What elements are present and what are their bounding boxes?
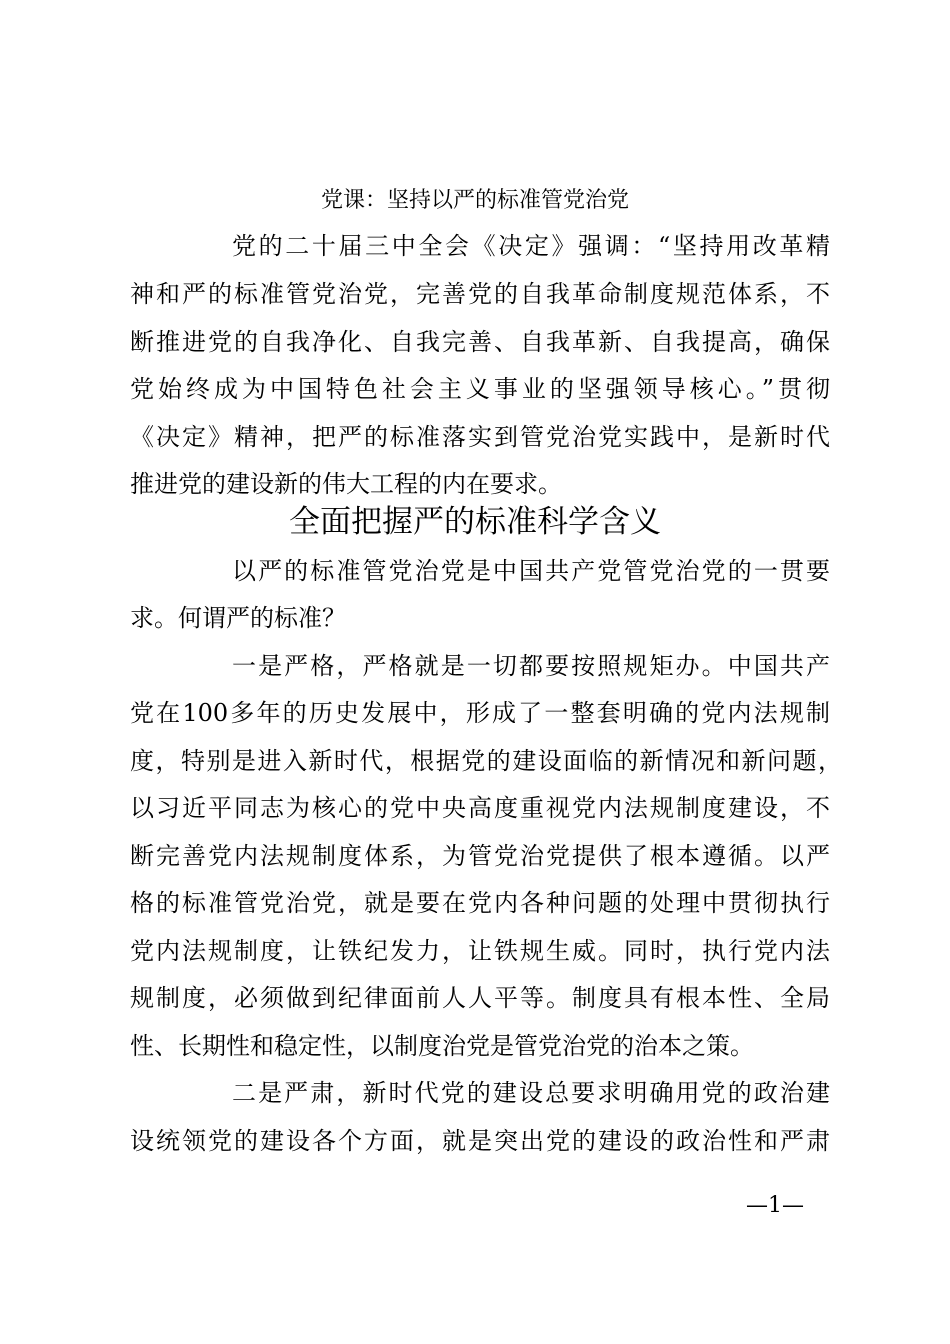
paragraph-line: 设统领党的建设各个方面，就是突出党的建设的政治性和严肃 <box>130 1127 830 1155</box>
paragraph-line: 度，特别是进入新时代，根据党的建设面临的新情况和新问题， <box>130 747 842 775</box>
paragraph-line: 一是严格，严格就是一切都要按照规矩办。中国共产 <box>232 652 830 680</box>
paragraph-line: 以严的标准管党治党是中国共产党管党治党的一贯要 <box>232 557 830 585</box>
section-heading: 全面把握严的标准科学含义 <box>289 504 661 540</box>
page-number: —1— <box>746 1193 804 1218</box>
intro-line: 党始终成为中国特色社会主义事业的坚强领导核心。”贯彻 <box>130 375 830 403</box>
paragraph-line: 性、长期性和稳定性，以制度治党是管党治党的治本之策。 <box>130 1032 754 1060</box>
paragraph-line: 规制度，必须做到纪律面前人人平等。制度具有根本性、全局 <box>130 984 830 1012</box>
paragraph-line: 二是严肃，新时代党的建设总要求明确用党的政治建 <box>232 1079 830 1107</box>
intro-line: 神和严的标准管党治党，完善党的自我革命制度规范体系，不 <box>130 280 830 308</box>
document-title: 党课：坚持以严的标准管党治党 <box>320 188 629 213</box>
paragraph-line: 求。何谓严的标准？ <box>130 604 346 632</box>
intro-line: 党的二十届三中全会《决定》强调：“坚持用改革精 <box>232 232 830 260</box>
paragraph-line: 断完善党内法规制度体系，为管党治党提供了根本遵循。以严 <box>130 842 830 870</box>
paragraph-line: 党在100多年的历史发展中，形成了一整套明确的党内法规制 <box>130 699 830 727</box>
intro-line: 推进党的建设新的伟大工程的内在要求。 <box>130 470 562 498</box>
paragraph-line: 党内法规制度，让铁纪发力，让铁规生威。同时，执行党内法 <box>130 937 830 965</box>
intro-line: 《决定》精神，把严的标准落实到管党治党实践中，是新时代 <box>130 423 830 451</box>
paragraph-line: 以习近平同志为核心的党中央高度重视党内法规制度建设，不 <box>130 794 830 822</box>
intro-line: 断推进党的自我净化、自我完善、自我革新、自我提高，确保 <box>130 328 830 356</box>
paragraph-line: 格的标准管党治党，就是要在党内各种问题的处理中贯彻执行 <box>130 889 830 917</box>
